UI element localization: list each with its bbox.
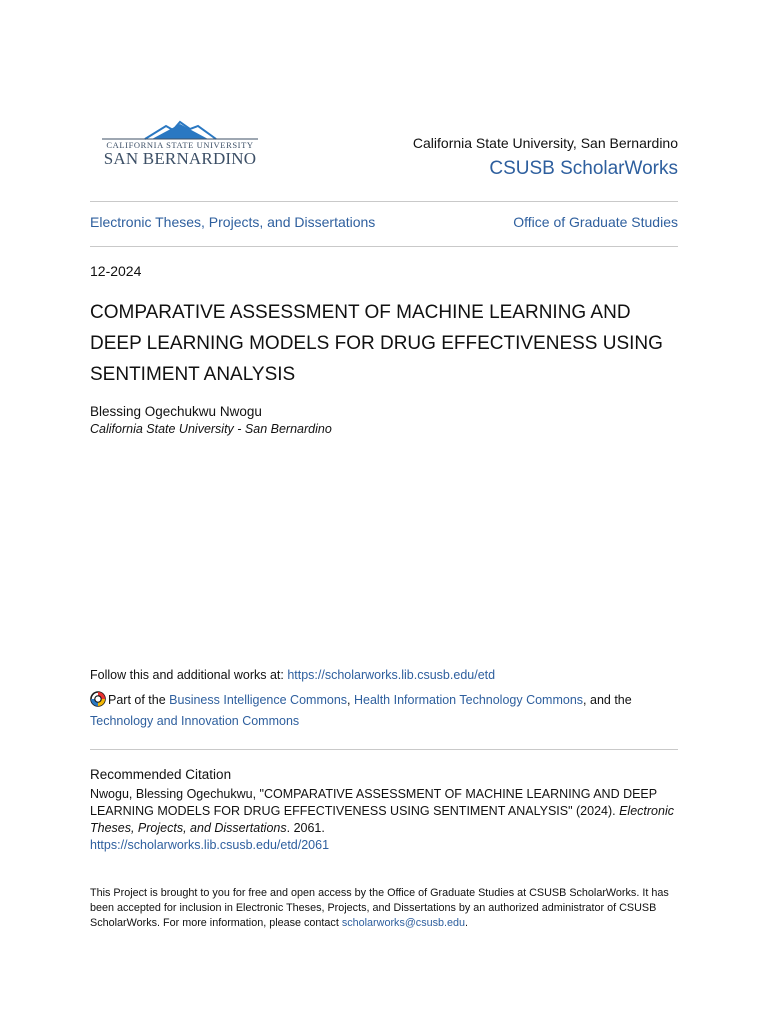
csusb-logo [100, 118, 260, 178]
citation-text: Nwogu, Blessing Ogechukwu, "COMPARATIVE ASSESSMENT OF MACHINE LEARNING AND DEEP LEARNING MODELS FOR DRUG EFFECTIVENESS USING SENTIMENT ANALYSIS" (2024). [90, 787, 657, 818]
separator: , and the [583, 693, 632, 707]
logo-text-large: SAN BERNARDINO [103, 149, 257, 168]
part-of-label: Part of the [108, 693, 170, 707]
citation-series: Electronic Theses, Projects, and Dissertations [90, 804, 674, 835]
collection-url-link[interactable]: https://scholarworks.lib.csusb.edu/etd [287, 668, 496, 682]
institution-name: California State University, San Bernardino [412, 135, 678, 151]
repository-link[interactable]: CSUSB ScholarWorks [489, 158, 678, 179]
author-name: Blessing Ogechukwu Nwogu [90, 404, 262, 419]
follow-label: Follow this and additional works at: [90, 668, 288, 682]
commons-link-health-it[interactable]: Health Information Technology Commons [353, 693, 584, 707]
divider [90, 246, 678, 247]
document-title: COMPARATIVE ASSESSMENT OF MACHINE LEARNING AND DEEP LEARNING MODELS FOR DRUG EFFECTIVENESS USING SENTIMENT ANALYSIS [90, 302, 663, 385]
access-statement [90, 886, 678, 931]
commons-link-technology-innovation[interactable]: Technology and Innovation Commons [90, 714, 300, 728]
divider [90, 201, 678, 202]
citation-body [90, 786, 678, 854]
access-text: This Project is brought to you for free and open access by the Office of Graduate Studies at CSUSB ScholarWorks. It has been accepted for inclusion in Electronic Theses, Projects, and Dissertations by an authorized administrator of CSUSB ScholarWorks. For more information, please contact [90, 887, 669, 929]
logo-text-small: CALIFORNIA STATE UNIVERSITY [106, 140, 254, 150]
contact-email-link[interactable]: scholarworks@csusb.edu [341, 917, 466, 929]
publication-date: 12-2024 [90, 263, 142, 279]
access-end: . [465, 917, 469, 929]
citation-number: . 2061. [286, 821, 325, 835]
citation-url-link[interactable]: https://scholarworks.lib.csusb.edu/etd/2061 [90, 838, 330, 852]
mountain-logo-icon [100, 118, 260, 142]
collection-link[interactable]: Electronic Theses, Projects, and Dissertations [90, 214, 376, 230]
separator: , [347, 693, 354, 707]
author-affiliation: California State University - San Bernardino [90, 422, 332, 436]
citation-heading: Recommended Citation [90, 767, 232, 782]
follow-line [90, 668, 495, 682]
cover-page [90, 0, 678, 1024]
divider [90, 749, 678, 750]
department-link[interactable]: Office of Graduate Studies [513, 214, 678, 230]
creative-commons-icon [90, 691, 106, 707]
part-of-line [90, 690, 678, 732]
commons-link-business-intelligence[interactable]: Business Intelligence Commons [169, 693, 348, 707]
